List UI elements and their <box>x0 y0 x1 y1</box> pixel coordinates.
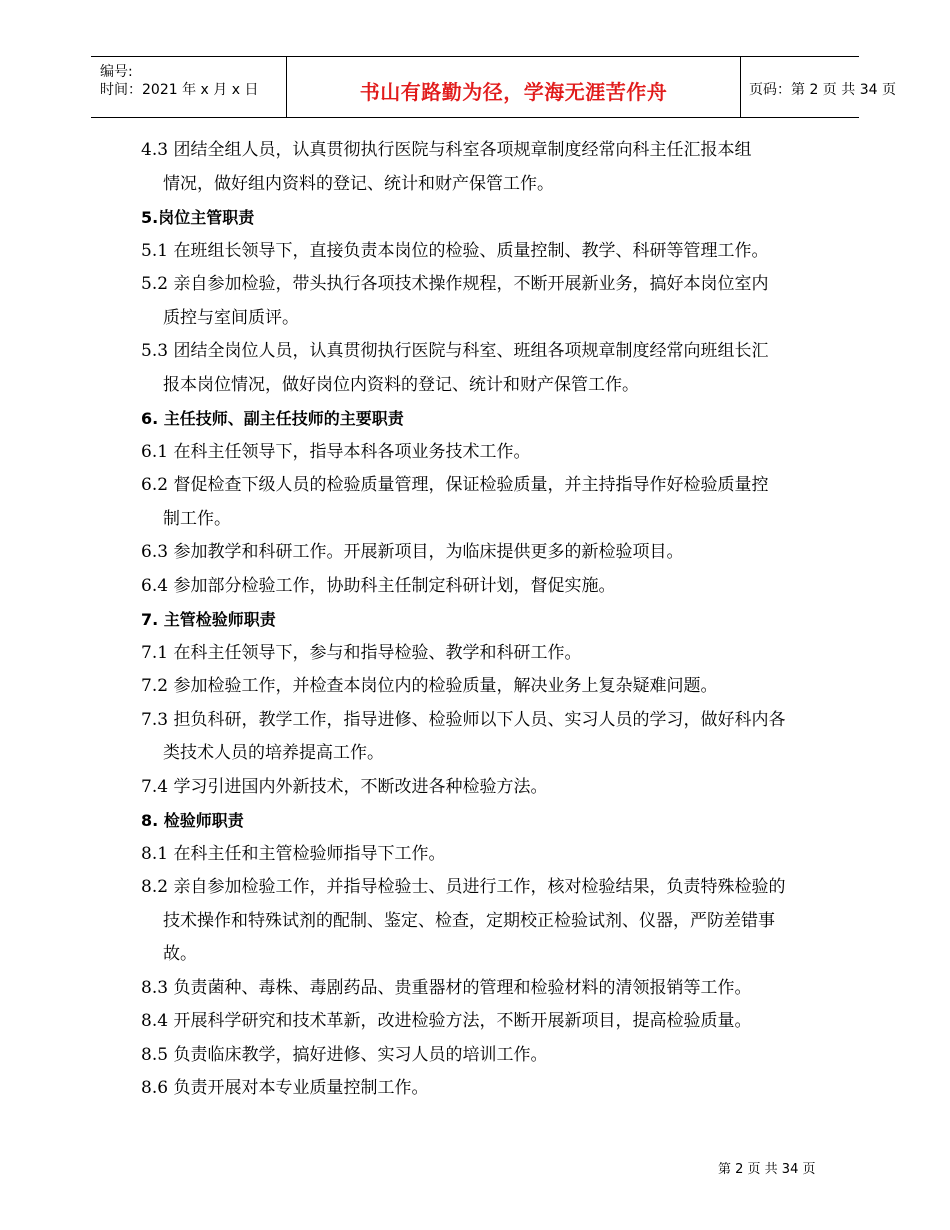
paragraph-item: 5.3 团结全岗位人员，认真贯彻执行医院与科室、班组各项规章制度经常向班组长汇 <box>141 341 769 361</box>
paragraph-item: 6.2 督促检查下级人员的检验质量管理，保证检验质量，并主持指导作好检验质量控 <box>141 475 769 495</box>
footer-page-number: 第 2 页 共 34 页 <box>718 1162 816 1177</box>
header-motto-cell <box>286 57 741 117</box>
paragraph-item: 7.2 参加检验工作，并检查本岗位内的检验质量，解决业务上复杂疑难问题。 <box>141 676 718 696</box>
paragraph-item: 4.3 团结全组人员，认真贯彻执行医院与科室各项规章制度经常向科主任汇报本组 <box>141 140 752 160</box>
paragraph-continuation: 技术操作和特殊试剂的配制、鉴定、检查，定期校正检验试剂、仪器，严防差错事 <box>163 910 775 931</box>
paragraph-item: 7.3 担负科研，教学工作，指导进修、检验师以下人员、实习人员的学习，做好科内各 <box>141 709 786 730</box>
paragraph-item: 7.4 学习引进国内外新技术，不断改进各种检验方法。 <box>141 776 548 797</box>
document-date-label: 时间：2021 年 x 月 x 日 <box>100 82 259 98</box>
paragraph-continuation: 情况，做好组内资料的登记、统计和财产保管工作。 <box>163 173 554 194</box>
header-page-cell <box>740 57 896 117</box>
section-heading: 6. 主任技师、副主任技师的主要职责 <box>141 409 404 428</box>
paragraph-item: 8.6 负责开展对本专业质量控制工作。 <box>141 1078 429 1098</box>
paragraph-continuation: 报本岗位情况，做好岗位内资料的登记、统计和财产保管工作。 <box>163 374 639 395</box>
paragraph-continuation: 制工作。 <box>163 508 231 529</box>
paragraph-item: 5.1 在班组长领导下，直接负责本岗位的检验、质量控制、教学、科研等管理工作。 <box>141 240 769 261</box>
page-header <box>91 56 896 118</box>
paragraph-item: 6.3 参加教学和科研工作。开展新项目，为临床提供更多的新检验项目。 <box>141 542 684 562</box>
paragraph-continuation: 故。 <box>163 944 197 964</box>
paragraph-item: 8.5 负责临床教学，搞好进修、实习人员的培训工作。 <box>141 1044 548 1065</box>
paragraph-item: 5.2 亲自参加检验，带头执行各项技术操作规程，不断开展新业务，搞好本岗位室内 <box>141 274 769 294</box>
paragraph-item: 8.4 开展科学研究和技术革新，改进检验方法，不断开展新项目，提高检验质量。 <box>141 1011 752 1031</box>
paragraph-continuation: 类技术人员的培养提高工作。 <box>163 743 384 763</box>
section-heading: 8. 检验师职责 <box>141 811 244 830</box>
paragraph-item: 8.1 在科主任和主管检验师指导下工作。 <box>141 843 446 864</box>
paragraph-item: 8.2 亲自参加检验工作，并指导检验士、员进行工作，核对检验结果，负责特殊检验的 <box>141 877 786 897</box>
paragraph-continuation: 质控与室间质评。 <box>163 307 299 328</box>
paragraph-item: 8.3 负责菌种、毒株、毒剧药品、贵重器材的管理和检验材料的清领报销等工作。 <box>141 977 752 998</box>
paragraph-item: 6.1 在科主任领导下，指导本科各项业务技术工作。 <box>141 441 531 462</box>
section-heading: 5.岗位主管职责 <box>141 208 255 227</box>
document-number-label: 编号: <box>100 64 133 80</box>
section-heading: 7. 主管检验师职责 <box>141 610 276 629</box>
header-motto: 书山有路勤为径，学海无涯苦作舟 <box>359 80 668 104</box>
header-page-number: 页码：第 2 页 共 34 页 <box>749 82 896 98</box>
document-body <box>141 134 821 1106</box>
paragraph-item: 6.4 参加部分检验工作，协助科主任制定科研计划，督促实施。 <box>141 575 616 596</box>
paragraph-item: 7.1 在科主任领导下，参与和指导检验、教学和科研工作。 <box>141 642 582 663</box>
header-meta-cell <box>91 57 286 117</box>
